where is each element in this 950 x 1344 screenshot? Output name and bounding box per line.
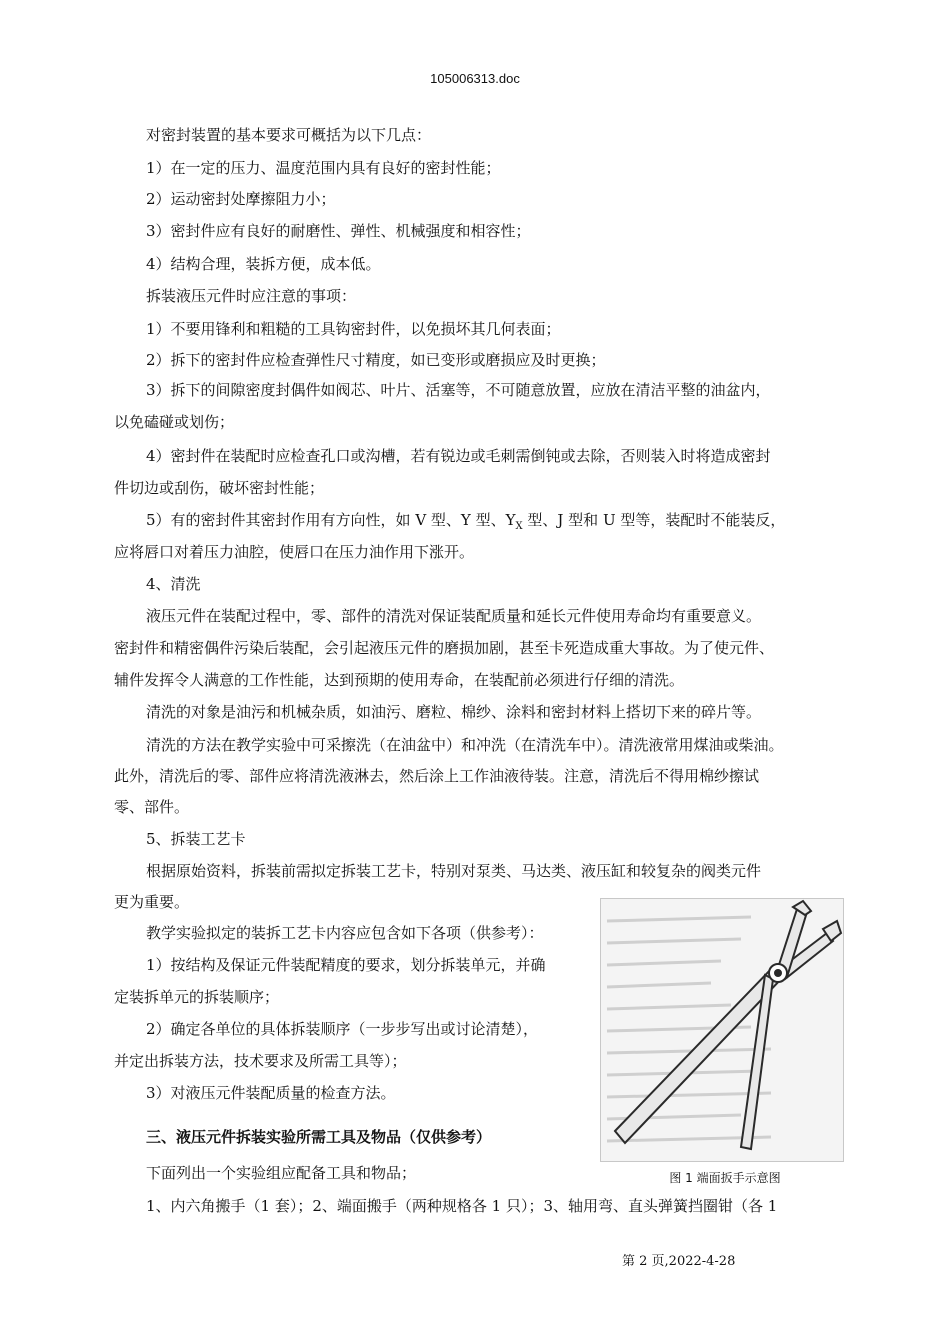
paragraph-line: 以免磕碰或划伤； [114,413,235,431]
paragraph-line: 1）不要用锋利和粗糙的工具钩密封件，以免损坏其几何表面； [146,320,561,338]
page-footer: 第 2 页,2022-4-28 [622,1254,736,1269]
paragraph-line: 定装拆单元的拆装顺序； [114,988,280,1006]
paragraph-line: 清洗的对象是油污和机械杂质，如油污、磨粒、棉纱、涂料和密封材料上搭切下来的碎片等。 [146,703,762,721]
paragraph-line: 1）按结构及保证元件装配精度的要求，划分拆装单元，并确 [146,956,546,974]
paragraph-line: 2）确定各单位的具体拆装顺序（一步步写出或讨论清楚）， [146,1020,539,1038]
text-run: 型、J 型和 U 型等，装配时不能装反， [522,511,786,529]
paragraph-line: 密封件和精密偶件污染后装配，会引起液压元件的磨损加剧，甚至卡死造成重大事故。为了使元件、 [114,639,775,657]
section-heading: 5、拆装工艺卡 [146,830,246,848]
paragraph-line: 液压元件在装配过程中，零、部件的清洗对保证装配质量和延长元件使用寿命均有重要意义。 [146,607,762,625]
paragraph-line: 2）拆下的密封件应检查弹性尺寸精度，如已变形或磨损应及时更换； [146,351,606,369]
paragraph-line: 1）在一定的压力、温度范围内具有良好的密封性能； [146,159,501,177]
paragraph-line: 2）运动密封处摩擦阻力小； [146,190,336,208]
paragraph-line: 清洗的方法在教学实验中可采擦洗（在油盆中）和冲洗（在清洗车中）。清洗液常用煤油或柴油。 [146,736,784,754]
paragraph-line: 下面列出一个实验组应配备工具和物品； [146,1164,417,1182]
paragraph-line: 零、部件。 [114,798,190,816]
subscript: X [515,521,523,532]
paragraph-line: 更为重要。 [114,893,190,911]
paragraph-line: 并定出拆装方法，技术要求及所需工具等）； [114,1052,407,1070]
paragraph-line: 3）对液压元件装配质量的检查方法。 [146,1084,396,1102]
paragraph-line: 件切边或刮伤，破坏密封性能； [114,479,325,497]
text-run: 5）有的密封件其密封作用有方向性，如 V 型、Y 型、Y [146,511,516,529]
paragraph-line: 对密封装置的基本要求可概括为以下几点： [146,126,432,144]
paragraph-line: 拆装液压元件时应注意的事项： [146,287,357,305]
document-filename: 105006313.doc [430,71,520,86]
paragraph-line: 此外，清洗后的零、部件应将清洗液淋去，然后涂上工作油液待装。注意，清洗后不得用棉纱擦试 [114,767,760,785]
section-heading: 三、液压元件拆装实验所需工具及物品（仅供参考） [146,1128,492,1146]
paragraph-line: 根据原始资料，拆装前需拟定拆装工艺卡，特别对泵类、马达类、液压缸和较复杂的阀类元件 [146,862,762,880]
figure-caption: 图 1 端面扳手示意图 [669,1171,781,1185]
paragraph-line: 3）拆下的间隙密度封偶件如阀芯、叶片、活塞等，不可随意放置，应放在清洁平整的油盆内， [146,381,771,399]
paragraph-line: 应将唇口对着压力油腔，使唇口在压力油作用下涨开。 [114,543,475,561]
section-heading: 4、清洗 [146,575,201,593]
paragraph-line: 4）结构合理，装拆方便，成本低。 [146,255,381,273]
paragraph-line: 4）密封件在装配时应检查孔口或沟槽，若有锐边或毛刺需倒钝或去除，否则装入时将造成密封 [146,447,771,465]
end-face-wrench-illustration [601,899,843,1161]
end-face-wrench-figure [600,898,844,1162]
paragraph-line: 教学实验拟定的装拆工艺卡内容应包含如下各项（供参考）： [146,924,544,942]
paragraph-line: 辅件发挥令人满意的工作性能，达到预期的使用寿命，在装配前必须进行仔细的清洗。 [114,671,685,689]
paragraph-line [146,510,844,537]
paragraph-line: 3）密封件应有良好的耐磨性、弹性、机械强度和相容性； [146,222,531,240]
paragraph-line: 1、内六角搬手（1 套）；2、端面搬手（两种规格各 1 只）；3、轴用弯、直头弹簧挡圈钳（各 1 [146,1197,778,1215]
